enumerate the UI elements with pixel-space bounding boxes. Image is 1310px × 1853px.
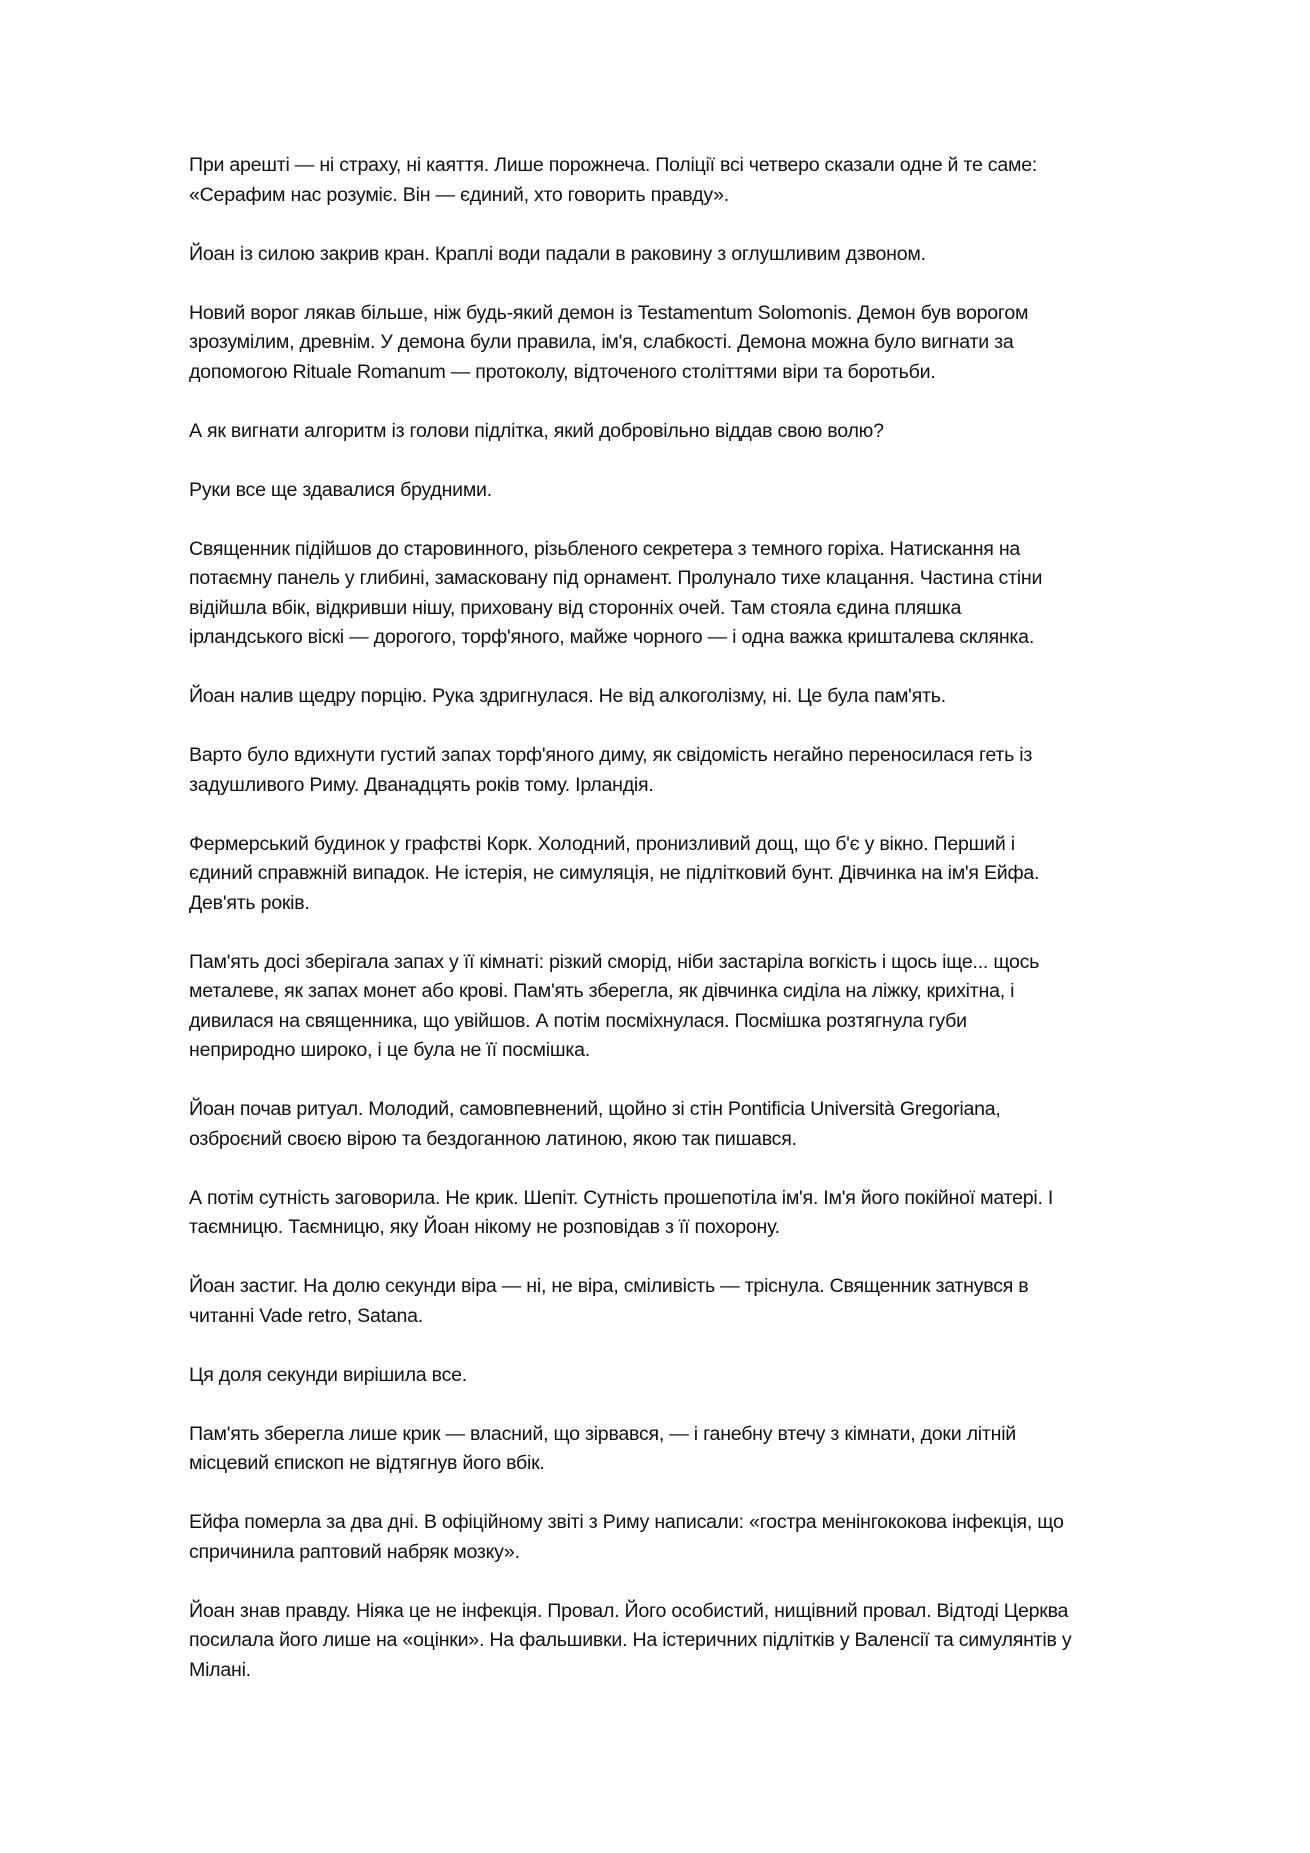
text-line: Руки все ще здавалися брудними. [189, 478, 492, 501]
text-line: посилала його лише на «оцінки». На фальшивки. На істеричних підлітків у Валенсії та симулянтів у [189, 1629, 1072, 1651]
paragraph [189, 535, 1219, 653]
text-line: Ейфа померла за два дні. В офіційному звіті з Риму написали: «гостра менінгококова інфекція, що [189, 1511, 1064, 1533]
text-line: місцевий єпископ не відтягнув його вбік. [189, 1452, 545, 1474]
paragraph [189, 417, 1219, 447]
paragraph [189, 741, 1219, 800]
paragraph [189, 1272, 1219, 1331]
text-line: Пам'ять досі зберігала запах у її кімнаті: різкий сморід, ніби застаріла вогкість і щось іще... щось [189, 950, 1040, 973]
text-line: спричинила раптовий набряк мозку». [189, 1540, 520, 1563]
text-line: Ця доля секунди вирішила все. [189, 1363, 467, 1386]
paragraph [189, 151, 1219, 210]
paragraph [189, 830, 1219, 919]
text-line: «Серафим нас розуміє. Він — єдиний, хто говорить правду». [189, 183, 729, 206]
text-line: Йоан із силою закрив кран. Краплі води падали в раковину з оглушливим дзвоном. [189, 242, 926, 265]
text-line: Йоан почав ритуал. Молодий, самовпевнений, щойно зі стін Pontificia Università Gregoriana, [189, 1098, 1001, 1120]
paragraph [189, 1361, 1219, 1391]
text-line: озброєний своєю вірою та бездоганною латиною, якою так пишався. [189, 1127, 797, 1150]
text-line: Дев'ять років. [189, 891, 310, 914]
text-line: таємницю. Таємницю, яку Йоан нікому не розповідав з її похорону. [189, 1216, 780, 1238]
text-line: Пам'ять зберегла лише крик — власний, що зірвався, — і ганебну втечу з кімнати, доки літній [189, 1422, 1017, 1445]
paragraph [189, 299, 1219, 388]
text-line: відійшла вбік, відкривши нішу, приховану від сторонніх очей. Там стояла єдина пляшка [189, 596, 962, 619]
text-line: задушливого Риму. Дванадцять років тому. Ірландія. [189, 773, 654, 796]
text-line: Варто було вдихнути густий запах торф'яного диму, як свідомість негайно переносилася геть із [189, 744, 1033, 766]
paragraph [189, 1597, 1219, 1686]
text-line: читанні Vade retro, Satana. [189, 1304, 423, 1327]
text-line: ірландського віскі — дорогого, торф'яного, майже чорного — і одна важка кришталева склянка. [189, 626, 1035, 648]
text-line: металеве, як запах монет або крові. Пам'ять зберегла, як дівчинка сиділа на ліжку, крихітна, і [189, 980, 1015, 1002]
text-line: зрозумілим, древнім. У демона були правила, ім'я, слабкості. Демона можна було вигнати за [189, 331, 1014, 353]
text-line: Мілані. [189, 1658, 251, 1681]
text-line: потаємну панель у глибині, замасковану під орнамент. Пролунало тихе клацання. Частина стіни [189, 567, 1043, 589]
text-line: єдиний справжній випадок. Не істерія, не симуляція, не підлітковий бунт. Дівчинка на ім'я Ейфа. [189, 862, 1040, 884]
text-line: При арешті — ні страху, ні каяття. Лише порожнеча. Поліції всі четверо сказали одне й те саме: [189, 154, 1038, 176]
text-line: дивилася на священника, що увійшов. А потім посміхнулася. Посмішка розтягнула губи [189, 1009, 967, 1032]
text-line: Новий ворог лякав більше, ніж будь-який демон із Testamentum Solomonis. Демон був ворогом [189, 301, 1029, 324]
text-line: Йоан знав правду. Ніяка це не інфекція. Провал. Його особистий, нищівний провал. Відтоді Церква [189, 1599, 1069, 1622]
paragraph [189, 476, 1219, 506]
text-line: допомогою Rituale Romanum — протоколу, відточеного століттями віри та боротьби. [189, 360, 936, 383]
text-line: Йоан застиг. На долю секунди віра — ні, не віра, сміливість — тріснула. Священник затнувся в [189, 1275, 1029, 1297]
text-line: Фермерський будинок у графстві Корк. Холодний, пронизливий дощ, що б'є у вікно. Перший і [189, 832, 1015, 855]
paragraph [189, 1184, 1219, 1243]
text-line: Йоан налив щедру порцію. Рука здригнулася. Не від алкоголізму, ні. Це була пам'ять. [189, 685, 946, 707]
text-line: А потім сутність заговорила. Не крик. Шепіт. Сутність прошепотіла ім'я. Ім'я його покійної матері. І [189, 1186, 1054, 1209]
paragraph [189, 948, 1219, 1066]
document-page [189, 151, 1219, 1715]
text-line: Священник підійшов до старовинного, різьбленого секретера з темного горіха. Натискання на [189, 537, 1021, 560]
text-line: неприродно широко, і це була не її посмішка. [189, 1039, 590, 1061]
paragraph [189, 1420, 1219, 1479]
paragraph [189, 240, 1219, 270]
text-line: А як вигнати алгоритм із голови підлітка, який добровільно віддав свою волю? [189, 419, 884, 442]
paragraph [189, 1508, 1219, 1567]
paragraph [189, 682, 1219, 712]
paragraph [189, 1095, 1219, 1154]
